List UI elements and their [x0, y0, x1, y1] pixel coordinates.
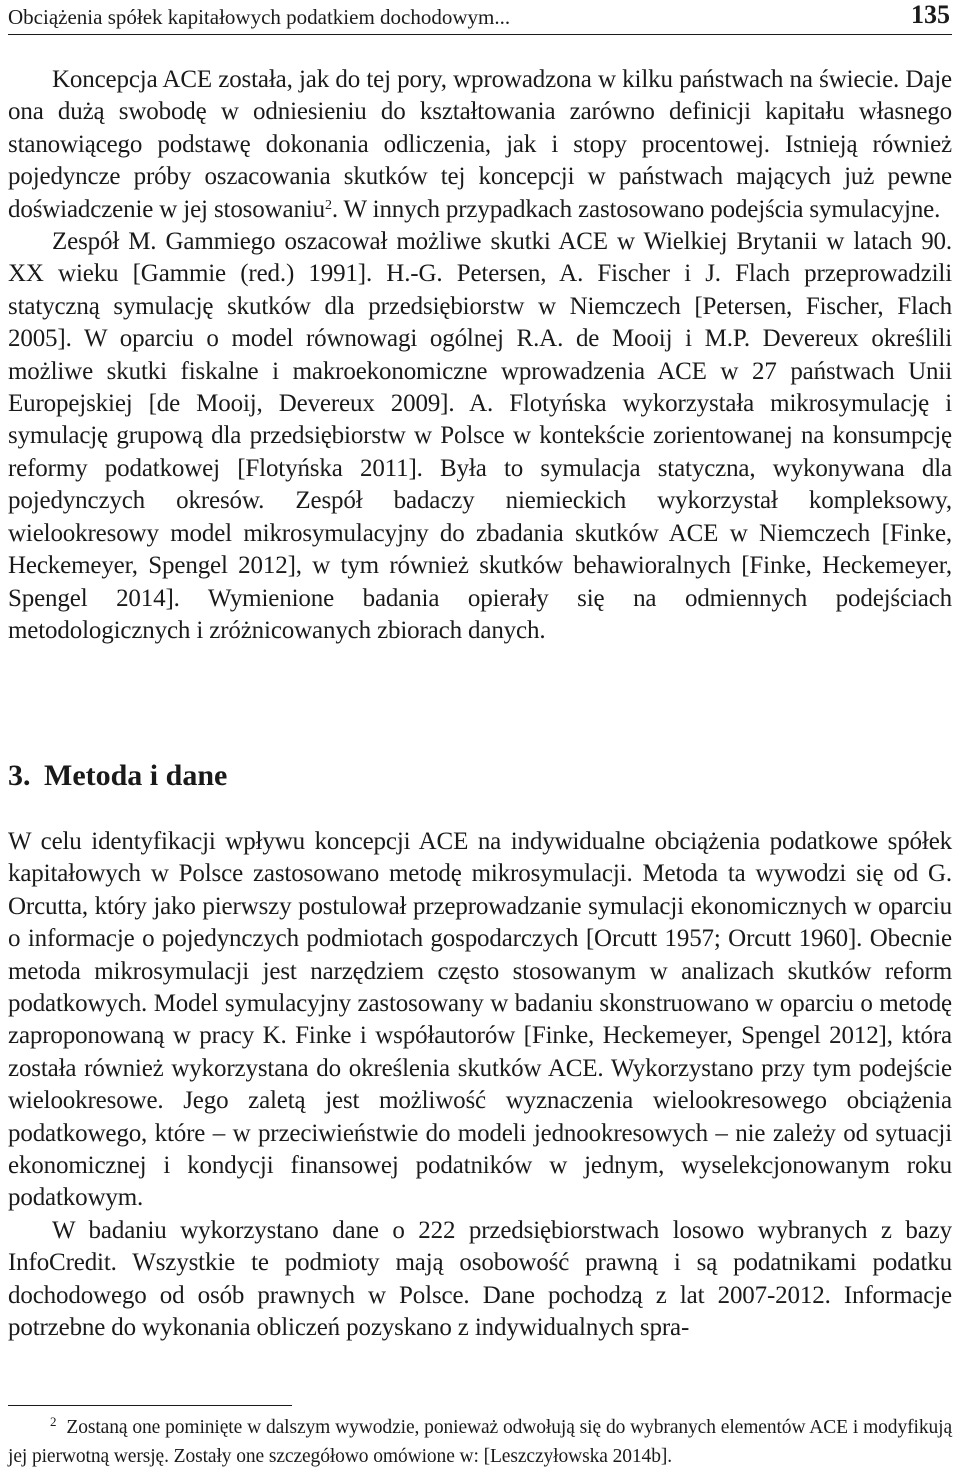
- paragraph-text: Koncepcja ACE została, jak do tej pory, wprowadzona w kilku państwach na świecie. Daje ona dużą swobodę w odniesieniu do kształtowania zarówno definicji kapitału własnego stanowiącego podstawę dokonania odliczenia, jak i stopy procentowej. Istnieją również pojedyncze próby oszacowania skutków tej koncepcji w państwach mających już pewne doświadczenie w jej stosowaniu: [8, 66, 952, 223]
- method-text-block: [8, 826, 952, 1345]
- footnote: [8, 1413, 952, 1471]
- footnote-separator: [8, 1405, 292, 1406]
- running-title: Obciążenia spółek kapitałowych podatkiem dochodowym...: [8, 5, 511, 29]
- paragraph: W celu identyfikacji wpływu koncepcji ACE na indywidualne obciążenia podatkowe spółek kapitałowych w Polsce zastosowano metodę mikrosymulacji. Metoda ta wywodzi się od G. Orcutta, który jako pierwszy postulował przeprowadzanie symulacji ekonomicznych w oparciu o informacje o pojedynczych podmiotach gospodarczych [Orcutt 1957; Orcutt 1960]. Obecnie metoda mikrosymulacji jest narzędziem często stosowanym w analizach skutków reform podatkowych. Model symulacyjny zastosowany w badaniu skonstruowano w oparciu o metodę zaproponowaną w pracy K. Finke i współautorów [Finke, Heckemeyer, Spengel 2012], która została również wykorzystana do określenia skutków ACE. Wykorzystano przy tym podejście wielookresowe. Jego zaletą jest możliwość wyznaczenia wielookresowego obciążenia podatkowego, które – w przeciwieństwie do modeli jednookresowych – nie zależy od sytuacji ekonomicznej i kondycji finansowej podatników w jednym, wyselekcjonowanym roku podatkowym.: [8, 828, 952, 1212]
- footnote-paragraph: [8, 1413, 952, 1471]
- intro-text-block: [8, 64, 952, 647]
- paragraph: [8, 64, 952, 226]
- section-heading: [8, 756, 227, 796]
- section-title: Metoda i dane: [44, 759, 228, 792]
- page-number: 135: [911, 0, 950, 29]
- section-number: 3.: [8, 759, 31, 792]
- running-header: [8, 0, 952, 35]
- footnote-reference[interactable]: 2: [324, 197, 332, 213]
- footnote-marker: 2: [50, 1414, 57, 1429]
- footnote-text: Zostaną one pominięte w dalszym wywodzie, ponieważ odwołują się do wybranych elementów ACE i modyfikują jej pierwotną wersję. Zostały one szczegółowo omówione w: [Leszczyłowska 2014b].: [8, 1417, 952, 1467]
- paragraph-text: . W innych przypadkach zastosowano podejścia symulacyjne.: [331, 195, 941, 223]
- paragraph: W badaniu wykorzystano dane o 222 przedsiębiorstwach losowo wybranych z bazy InfoCredit. Wszystkie te podmioty mają osobowość prawną i są podatnikami podatku dochodowego od osób prawnych w Polsce. Dane pochodzą z lat 2007-2012. Informacje potrzebne do wykonania obliczeń pozyskano z indywidualnych spra-: [8, 1216, 952, 1342]
- paragraph: Zespół M. Gammiego oszacował możliwe skutki ACE w Wielkiej Brytanii w latach 90. XX wieku [Gammie (red.) 1991]. H.-G. Petersen, A. Fischer i J. Flach przeprowadzili statyczną symulację skutków dla przedsiębiorstw w Niemczech [Petersen, Fischer, Flach 2005]. W oparciu o model równowagi ogólnej R.A. de Mooij i M.P. Devereux określili możliwe skutki fiskalne i makroekonomiczne wprowadzenia ACE w 27 państwach Unii Europejskiej [de Mooij, Devereux 2009]. A. Flotyńska wykorzystała mikrosymulację i symulację grupową dla przedsiębiorstw w Polsce w kontekście zorientowanej na konsumpcję reformy podatkowej [Flotyńska 2011]. Była to symulacja statyczna, wykonywana dla pojedynczych okresów. Zespół badaczy niemieckich wykorzystał kompleksowy, wielookresowy model mikrosymulacyjny do zbadania skutków ACE w Niemczech [Finke, Heckemeyer, Spengel 2012], w tym również skutków behawioralnych [Finke, Heckemeyer, Spengel 2014]. Wymienione badania opierały się na odmiennych podejściach metodologicznych i zróżnicowanych zbiorach danych.: [8, 228, 952, 644]
